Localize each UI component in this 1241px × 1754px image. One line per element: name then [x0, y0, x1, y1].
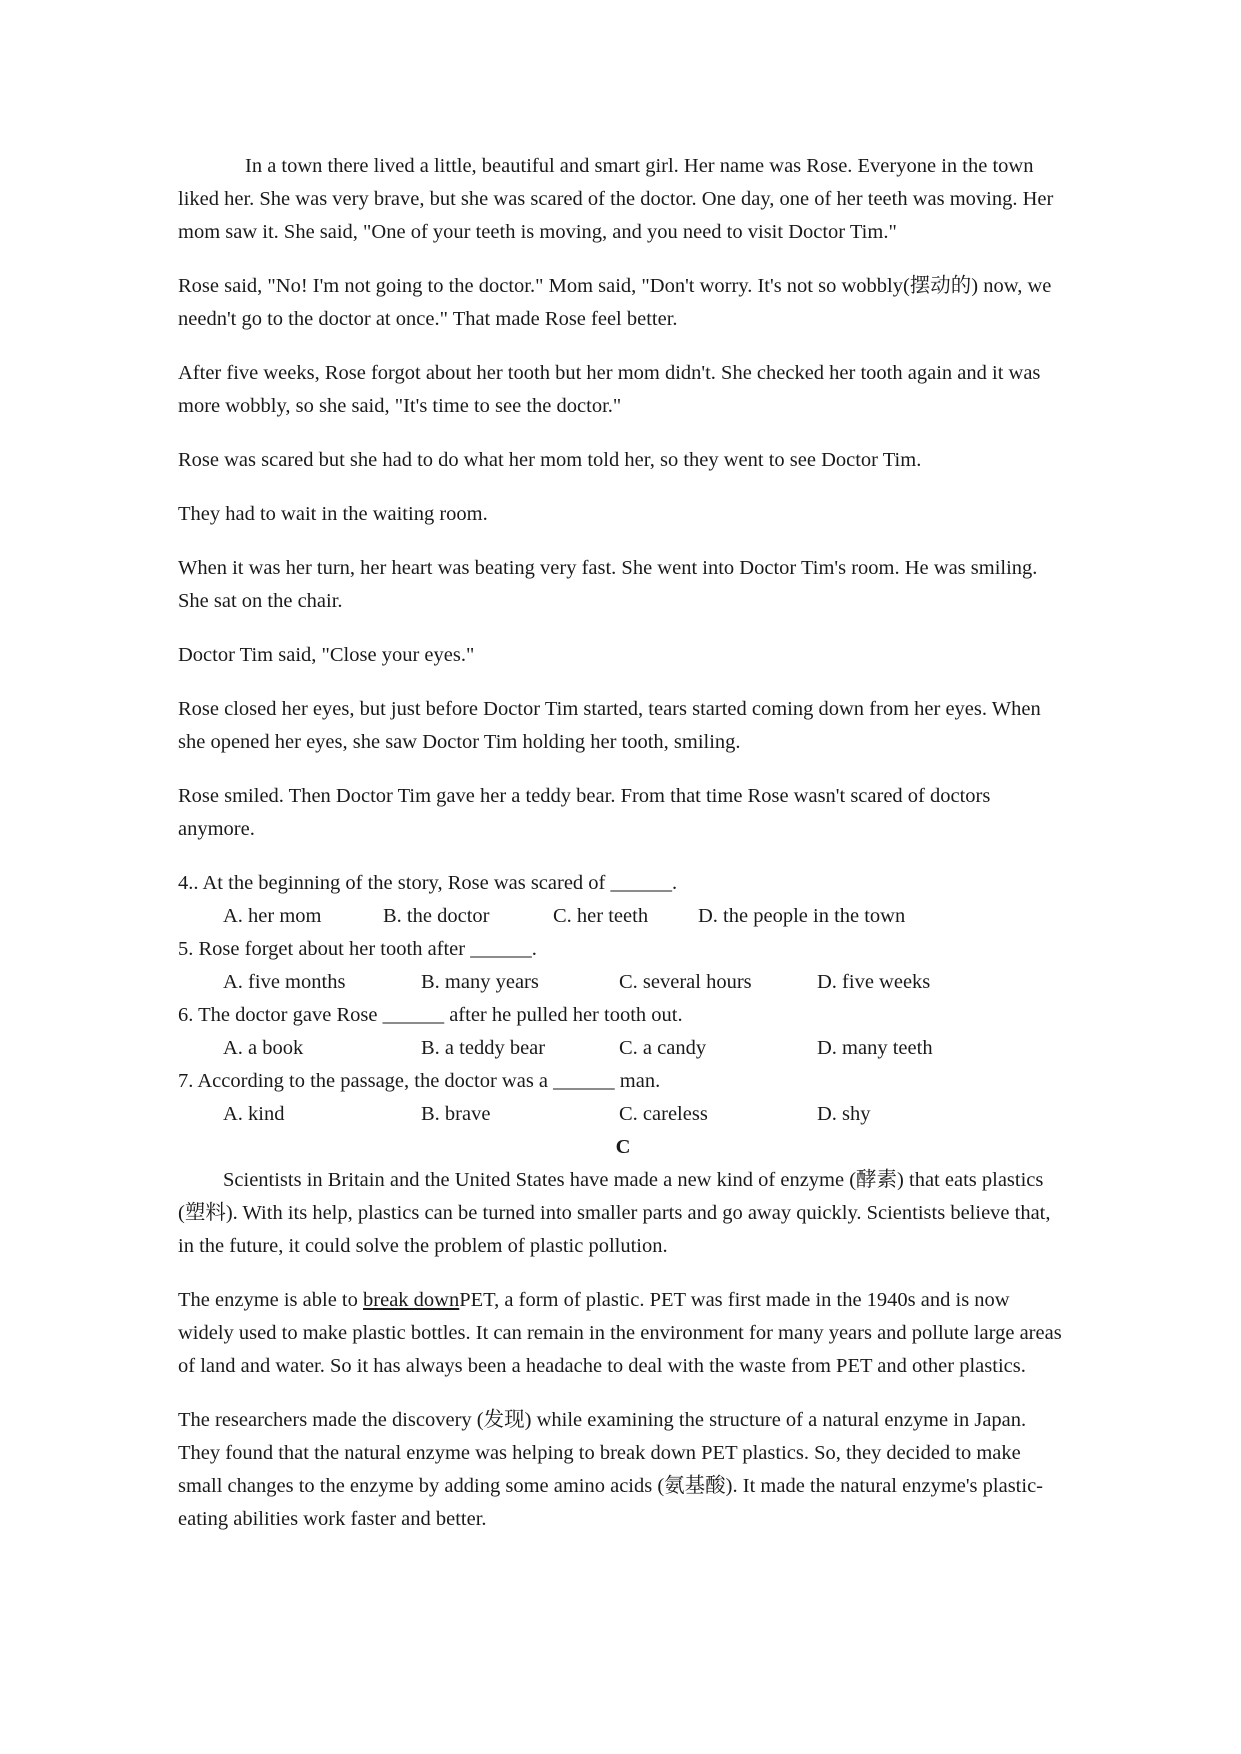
option-c[interactable]: C. her teeth [553, 905, 649, 927]
question-block [178, 933, 1068, 999]
question-stem: 7. According to the passage, the doctor was a ______ man. [178, 1070, 661, 1092]
option-a[interactable]: A. kind [223, 1103, 285, 1125]
option-d[interactable]: D. shy [817, 1103, 871, 1125]
option-d[interactable]: D. five weeks [817, 971, 931, 993]
story-paragraph: Rose closed her eyes, but just before Doctor Tim started, tears started coming down from her eyes. When she opened her eyes, she saw Doctor Tim holding her tooth, smiling. [178, 698, 1041, 753]
option-a[interactable]: A. five months [223, 971, 346, 993]
underlined-phrase: break down [363, 1289, 460, 1311]
story-paragraph: When it was her turn, her heart was beating very fast. She went into Doctor Tim's room. He was smiling. She sat on the chair. [178, 557, 1038, 612]
story-paragraph: Rose was scared but she had to do what her mom told her, so they went to see Doctor Tim. [178, 449, 922, 471]
section-heading: C [615, 1136, 631, 1158]
story-paragraph: In a town there lived a little, beautiful and smart girl. Her name was Rose. Everyone in the town liked her. She was very brave, but she was scared of the doctor. One day, one of her teeth was moving. Her mom saw it. She said, "One of your teeth is moving, and you need to visit Doctor Tim." [178, 155, 1054, 243]
question-options [223, 900, 1068, 933]
story-paragraph: Doctor Tim said, "Close your eyes." [178, 644, 475, 666]
option-c[interactable]: C. a candy [619, 1037, 707, 1059]
option-b[interactable]: B. many years [421, 971, 539, 993]
passage-paragraph: The researchers made the discovery (发现) while examining the structure of a natural enzyme in Japan. They found that the natural enzyme was helping to break down PET plastics. So, they decided to make small changes to the enzyme by adding some amino acids (氨基酸). It made the natural enzyme's plastic-eating abilities work faster and better. [178, 1409, 1044, 1530]
story-paragraph: After five weeks, Rose forgot about her tooth but her mom didn't. She checked her tooth again and it was more wobbly, so she said, "It's time to see the doctor." [178, 362, 1041, 417]
option-b[interactable]: B. a teddy bear [421, 1037, 546, 1059]
question-block [178, 867, 1068, 933]
question-stem: 5. Rose forget about her tooth after ______. [178, 938, 537, 960]
option-a[interactable]: A. a book [223, 1037, 304, 1059]
question-options [223, 966, 1068, 999]
passage-text: PET, a form of plastic. PET was first made in the 1940s and is now widely used to make plastic bottles. It can remain in the environment for many years and pollute large areas of land and water. So it has always been a headache to deal with the waste from PET and other plastics. [178, 1289, 1062, 1377]
passage-paragraph [178, 1284, 1068, 1383]
option-b[interactable]: B. brave [421, 1103, 491, 1125]
option-c[interactable]: C. careless [619, 1103, 708, 1125]
question-block [178, 1065, 1068, 1131]
passage-paragraph: Scientists in Britain and the United States have made a new kind of enzyme (酵素) that eats plastics (塑料). With its help, plastics can be turned into smaller parts and go away quickly. Scientists believe that, in the future, it could solve the problem of plastic pollution. [178, 1169, 1051, 1257]
option-c[interactable]: C. several hours [619, 971, 752, 993]
option-d[interactable]: D. many teeth [817, 1037, 933, 1059]
question-options [223, 1098, 1068, 1131]
story-paragraph: Rose smiled. Then Doctor Tim gave her a teddy bear. From that time Rose wasn't scared of doctors anymore. [178, 785, 991, 840]
document-page [178, 150, 1068, 1557]
story-paragraph: They had to wait in the waiting room. [178, 503, 488, 525]
option-b[interactable]: B. the doctor [383, 905, 490, 927]
question-stem: 4.. At the beginning of the story, Rose was scared of ______. [178, 872, 678, 894]
story-paragraph: Rose said, "No! I'm not going to the doctor." Mom said, "Don't worry. It's not so wobbly(摆动的) now, we needn't go to the doctor at once." That made Rose feel better. [178, 275, 1052, 330]
option-a[interactable]: A. her mom [223, 905, 322, 927]
question-block [178, 999, 1068, 1065]
option-d[interactable]: D. the people in the town [698, 905, 906, 927]
passage-text: The enzyme is able to [178, 1289, 364, 1311]
question-options [223, 1032, 1068, 1065]
question-stem: 6. The doctor gave Rose ______ after he pulled her tooth out. [178, 1004, 683, 1026]
